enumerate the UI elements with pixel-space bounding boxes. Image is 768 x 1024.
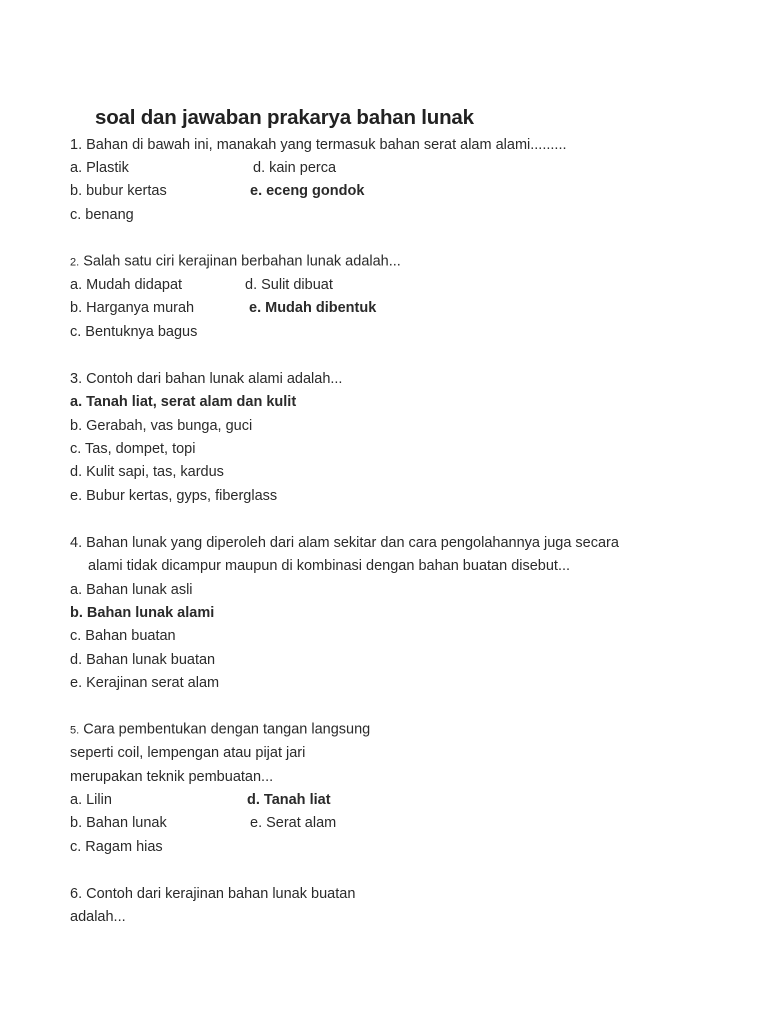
question-text [70, 136, 567, 154]
option-c: c. Ragam hias [70, 839, 163, 855]
question-number: 1. [70, 137, 83, 153]
option-d: d. Bahan lunak buatan [70, 652, 216, 668]
option-d: d. Kulit sapi, tas, kardus [70, 464, 224, 480]
option-d-answer: d. Tanah liat [247, 792, 331, 808]
question-text-cont: merupakan teknik pembuatan... [70, 769, 274, 785]
question-text: 4. Bahan lunak yang diperoleh dari alam sekitar dan cara pengolahannya juga secara [70, 535, 619, 551]
question-text-cont: alami tidak dicampur maupun di kombinasi dengan bahan buatan disebut... [88, 558, 571, 574]
option-b: b. Bahan lunak [70, 815, 167, 831]
question-text-cont: seperti coil, lempengan atau pijat jari [70, 745, 306, 761]
option-e: e. Bubur kertas, gyps, fiberglass [70, 488, 278, 504]
option-a: a. Plastik [70, 160, 129, 176]
option-b: b. Gerabah, vas bunga, guci [70, 418, 253, 434]
question-text [70, 721, 370, 740]
question-text: 3. Contoh dari bahan lunak alami adalah... [70, 371, 343, 387]
option-b: b. Harganya murah [70, 300, 195, 316]
option-d: d. kain perca [253, 160, 337, 176]
option-a: a. Lilin [70, 792, 112, 808]
question-body: Cara pembentukan dengan tangan langsung [79, 721, 371, 738]
question-text: 6. Contoh dari kerajinan bahan lunak buatan [70, 886, 356, 902]
option-c: c. Tas, dompet, topi [70, 441, 196, 457]
question-text-cont: adalah... [70, 909, 126, 925]
question-body: Salah satu ciri kerajinan berbahan lunak adalah... [79, 253, 401, 270]
option-a: a. Mudah didapat [70, 277, 183, 293]
option-c: c. Bentuknya bagus [70, 324, 198, 340]
option-b-answer: b. Bahan lunak alami [70, 605, 215, 621]
option-c: c. Bahan buatan [70, 628, 176, 644]
page-title: soal dan jawaban prakarya bahan lunak [95, 106, 474, 129]
question-number: 2. [70, 256, 80, 269]
question-number: 5. [70, 724, 80, 737]
question-text [70, 253, 401, 272]
option-e: e. Serat alam [250, 815, 337, 831]
option-a-answer: a. Tanah liat, serat alam dan kulit [70, 394, 297, 410]
option-e-answer: e. Mudah dibentuk [249, 300, 377, 316]
option-e-answer: e. eceng gondok [250, 183, 365, 199]
option-c: c. benang [70, 207, 134, 223]
option-d: d. Sulit dibuat [245, 277, 333, 293]
option-b: b. bubur kertas [70, 183, 167, 199]
option-e: e. Kerajinan serat alam [70, 675, 220, 691]
option-a: a. Bahan lunak asli [70, 582, 193, 598]
question-body: Bahan di bawah ini, manakah yang termasuk bahan serat alam alami......... [82, 137, 567, 153]
